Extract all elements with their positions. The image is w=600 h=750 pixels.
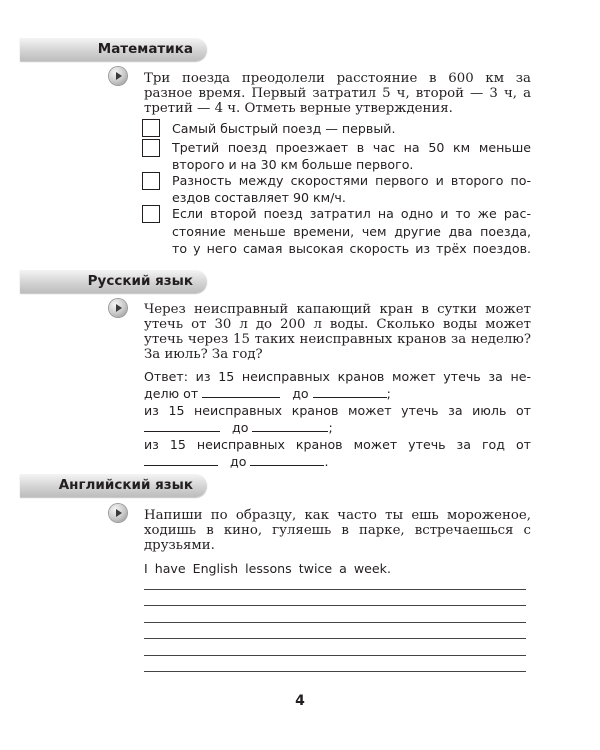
answer-line: из 15 неисправных кранов может утечь за июль от <box>144 403 531 418</box>
option-checkbox[interactable] <box>142 139 160 157</box>
section-title: Русский язык <box>87 273 193 289</box>
answer-blank[interactable] <box>144 420 220 432</box>
section-title: Английский язык <box>58 477 193 493</box>
answer-blank[interactable] <box>252 420 328 432</box>
play-bullet-icon <box>109 504 127 522</box>
english-task-text: Напиши по образцу, как часто ты ешь мороженое, ходишь в кино, гуляешь в парке, встречаешься с друзьями. <box>144 508 531 553</box>
writing-line[interactable] <box>144 622 526 623</box>
answer-line: делю от до ; <box>144 386 391 401</box>
math-option-1: Самый быстрый поезд — первый. <box>172 121 396 136</box>
option-checkbox[interactable] <box>142 119 160 137</box>
english-example: I have English lessons twice a week. <box>144 561 391 576</box>
writing-line[interactable] <box>144 589 526 590</box>
option-checkbox[interactable] <box>142 205 160 223</box>
section-tab-english <box>20 474 207 497</box>
math-option-2: Третий поезд проезжает в час на 50 км меньше второго и на 30 км больше первого. <box>172 140 531 172</box>
answer-blank[interactable] <box>313 386 387 398</box>
writing-line[interactable] <box>144 605 526 606</box>
play-bullet-icon <box>109 299 127 317</box>
writing-line[interactable] <box>144 671 526 672</box>
russian-task-text: Через неисправный капающий кран в сутки может утечь от 30 л до 200 л воды. Сколько воды может утечь через 15 таких неисправных кранов за неделю? За июль? За год? <box>144 302 531 362</box>
math-option-3: Разность между скоростями первого и второго по- ездов составляет 90 км/ч. <box>172 173 531 205</box>
play-bullet-icon <box>109 67 127 85</box>
answer-blank[interactable] <box>144 454 218 466</box>
page-number: 4 <box>295 693 305 709</box>
answer-blank[interactable] <box>202 386 280 398</box>
math-task-text: Три поезда преодолели расстояние в 600 км за разное время. Первый затратил 5 ч, второй — 3 ч, а третий — 4 ч. Отметь верные утверждения. <box>144 71 531 116</box>
section-tab-russian <box>20 270 207 293</box>
answer-line: из 15 неисправных кранов может утечь за год от <box>144 437 531 452</box>
writing-line[interactable] <box>144 655 526 656</box>
answer-blank[interactable] <box>250 454 324 466</box>
option-checkbox[interactable] <box>142 172 160 190</box>
math-option-4: Если второй поезд затратил на одно и то же рас- стояние меньше времени, чем другие два поезда, то у него самая высокая скорость из трёх поездов. <box>172 206 531 256</box>
answer-line: до ; <box>144 420 531 436</box>
writing-line[interactable] <box>144 638 526 639</box>
answer-line: до . <box>144 454 531 470</box>
answer-line: Ответ: из 15 неисправных кранов может утечь за не- <box>144 369 531 384</box>
section-tab-math <box>20 38 207 61</box>
section-title: Математика <box>97 41 193 57</box>
